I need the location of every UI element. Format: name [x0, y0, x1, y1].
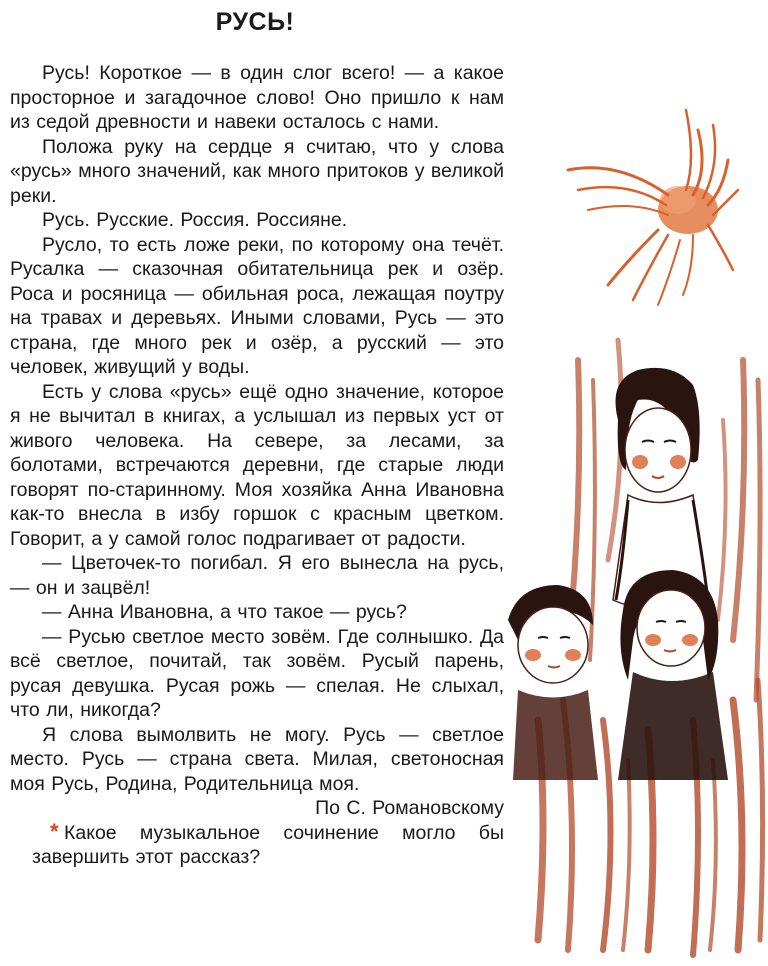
- question: [10, 818, 504, 870]
- paragraph-2: Положа руку на сердце я считаю, что у слова «русь» много значений, как много притоков у великой реки.: [10, 135, 504, 207]
- page-title: РУСЬ!: [215, 8, 295, 36]
- paragraph-3: Русь. Русские. Россия. Россияне.: [42, 209, 348, 231]
- star-icon: *: [50, 818, 59, 844]
- paragraph-7: — Анна Ивановна, а что такое — русь?: [42, 601, 407, 623]
- sun-bird-icon: [568, 110, 738, 305]
- paragraph-6: — Цветочек-то погибал. Я его вынесла на русь, — он и зацвёл!: [10, 552, 504, 599]
- girl-figure: [618, 570, 728, 780]
- paragraph-9: Я слова вымолвить не могу. Русь — светлое место. Русь — страна света. Милая, светоносная моя Русь, Родина, Родительница моя.: [10, 723, 504, 795]
- illustration: [508, 0, 768, 966]
- paragraph-1: Русь! Короткое — в один слог всего! — а какое просторное и загадочное слово! Оно пришло к нам из седой древности и навеки осталось с нами.: [10, 62, 504, 133]
- attribution: По С. Романовскому: [315, 797, 504, 819]
- paragraph-4: Русло, то есть ложе реки, по которому она течёт. Русалка — сказочная обитательница рек и озёр. Роса и росяница — обильная роса, лежащая поутру на травах и деревьях. Иными словами, Русь — это страна, где много рек и озёр, а русский — это человек, живущий у воды.: [10, 233, 504, 378]
- question-text: Какое музыкальное сочинение могло бы завершить этот рассказ?: [32, 821, 504, 868]
- paragraph-8: — Русью светлое место зовём. Где солнышко. Да всё светлое, почитай, так зовём. Русый парень, русая девушка. Русая рожь — спелая. Не слыхал, что ли, никогда?: [10, 625, 504, 721]
- paragraph-5: Есть у слова «русь» ещё одно значение, которое я не вычитал в книгах, а услышал из первых уст от живого человека. На севере, за лесами, за болотами, встречаются деревни, где старые люди говорят по-старинному. Моя хозяйка Анна Ивановна как-то внесла в избу горшок с красным цветком. Говорит, а у самой голос подрагивает от радости.: [10, 380, 504, 550]
- boy-figure: [508, 585, 598, 780]
- story-text: [10, 61, 504, 870]
